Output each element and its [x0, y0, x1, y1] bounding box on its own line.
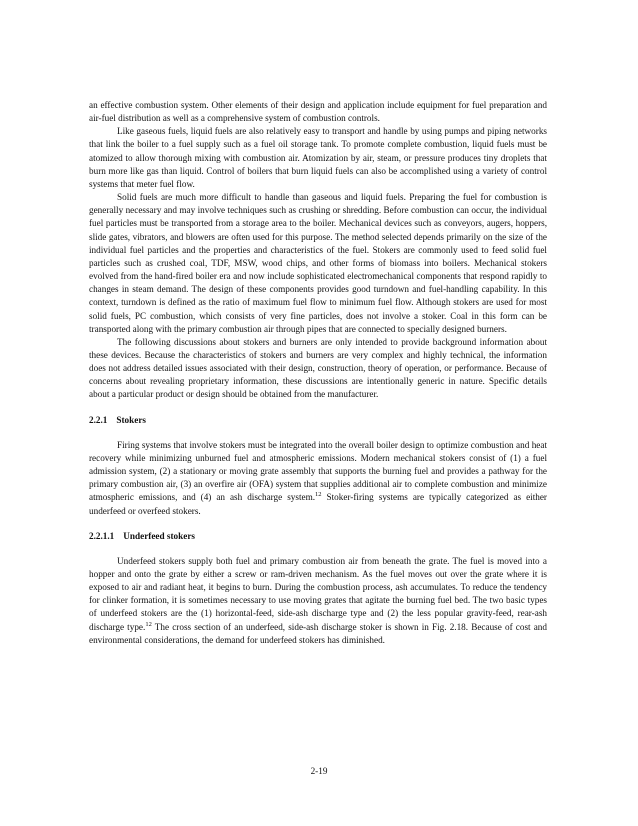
reference-superscript: 12: [315, 491, 322, 499]
paragraph-stokers: [89, 439, 547, 518]
page-number: 2-19: [310, 766, 328, 776]
reference-superscript: 12: [145, 620, 152, 628]
paragraph-continuation: an effective combustion system. Other elements of their design and application include equipment for fuel preparation and air-fuel distribution as well as a comprehensive system of combustion controls.: [89, 100, 547, 124]
paragraph-solid-fuels: Solid fuels are much more difficult to handle than gaseous and liquid fuels. Preparing the fuel for combustion is generally necessary and may involve techniques such as crushing or shredding. Before combustion can occur, the individual fuel particles must be transported from a storage area to the boiler. Mechanical devices such as conveyors, augers, hoppers, slide gates, vibrators, and blowers are often used for this purpose. The method selected depends primarily on the size of the individual fuel particles and the properties and characteristics of the fuel. Stokers are commonly used to feed solid fuel particles such as crushed coal, TDF, MSW, wood chips, and other forms of biomass into boilers. Mechanical stokers evolved from the hand-fired boiler era and now include sophisticated electromechanical components that respond rapidly to changes in steam demand. The design of these components provides good turndown and fuel-handling capability. In this context, turndown is defined as the ratio of maximum fuel flow to minimum fuel flow. Although stokers are used for most solid fuels, PC combustion, which consists of very fine particles, does not involve a stoker. Coal in this form can be transported along with the primary combustion air through pipes that are connected to specially designed burners.: [89, 192, 547, 334]
section-title: Underfeed stokers: [123, 530, 195, 541]
section-title: Stokers: [116, 414, 146, 425]
section-heading-stokers: [89, 414, 547, 427]
paragraph-background: The following discussions about stokers and burners are only intended to provide background information about these devices. Because the characteristics of stokers and burners are very complex and highly technical, the information does not address detailed issues associated with their design, construction, theory of operation, or performance. Because of concerns about revealing proprietary information, these discussions are intentionally generic in nature. Specific details about a particular product or design should be obtained from the manufacturer.: [89, 336, 547, 400]
section-heading-underfeed: [89, 530, 547, 543]
paragraph-underfeed: [89, 555, 547, 647]
section-number: 2.2.1.1: [89, 530, 115, 541]
stokers-text-part2: Stoker-firing systems are typically categorized as either underfeed or overfeed stokers.: [89, 492, 547, 516]
paragraph-liquid-fuels: Like gaseous fuels, liquid fuels are also relatively easy to transport and handle by using pumps and piping networks that link the boiler to a fuel supply such as a fuel oil storage tank. To promote complete combustion, liquid fuels must be atomized to allow thorough mixing with combustion air. Atomization by air, steam, or pressure produces tiny droplets that burn more like gas than liquid. Control of boilers that burn liquid fuels can also be accomplished using a variety of control systems that meter fuel flow.: [89, 126, 547, 189]
underfeed-text-part1: Underfeed stokers supply both fuel and primary combustion air from beneath the grate. The fuel is moved into a hopper and onto the grate by either a screw or ram-driven mechanism. As the fuel moves out over the grate where it is exposed to air and radiant heat, it begins to burn. During the combustion process, ash accumulates. To reduce the tendency for clinker formation, it is sometimes necessary to use moving grates that agitate the burning fuel bed. The two basic types of underfeed stokers are the (1) horizontal-feed, side-ash discharge type and (2) the less popular gravity-feed, rear-ash discharge type.: [89, 555, 547, 632]
stokers-text-part1: Firing systems that involve stokers must be integrated into the overall boiler design to optimize combustion and heat recovery while minimizing unburned fuel and atmospheric emissions. Modern mechanical stokers consist of (1) a fuel admission system, (2) a stationary or moving grate assembly that supports the burning fuel and provides a pathway for the primary combustion air, (3) an overfire air (OFA) system that supplies additional air to complete combustion and minimize atmospheric emissions, and (4) an ash discharge system.: [89, 439, 547, 503]
underfeed-text-part2: The cross section of an underfeed, side-ash discharge stoker is shown in Fig. 2.18. Because of cost and environmental considerations, the demand for underfeed stokers has diminished.: [89, 621, 547, 645]
section-number: 2.2.1: [89, 414, 108, 425]
body-text: [89, 99, 547, 647]
